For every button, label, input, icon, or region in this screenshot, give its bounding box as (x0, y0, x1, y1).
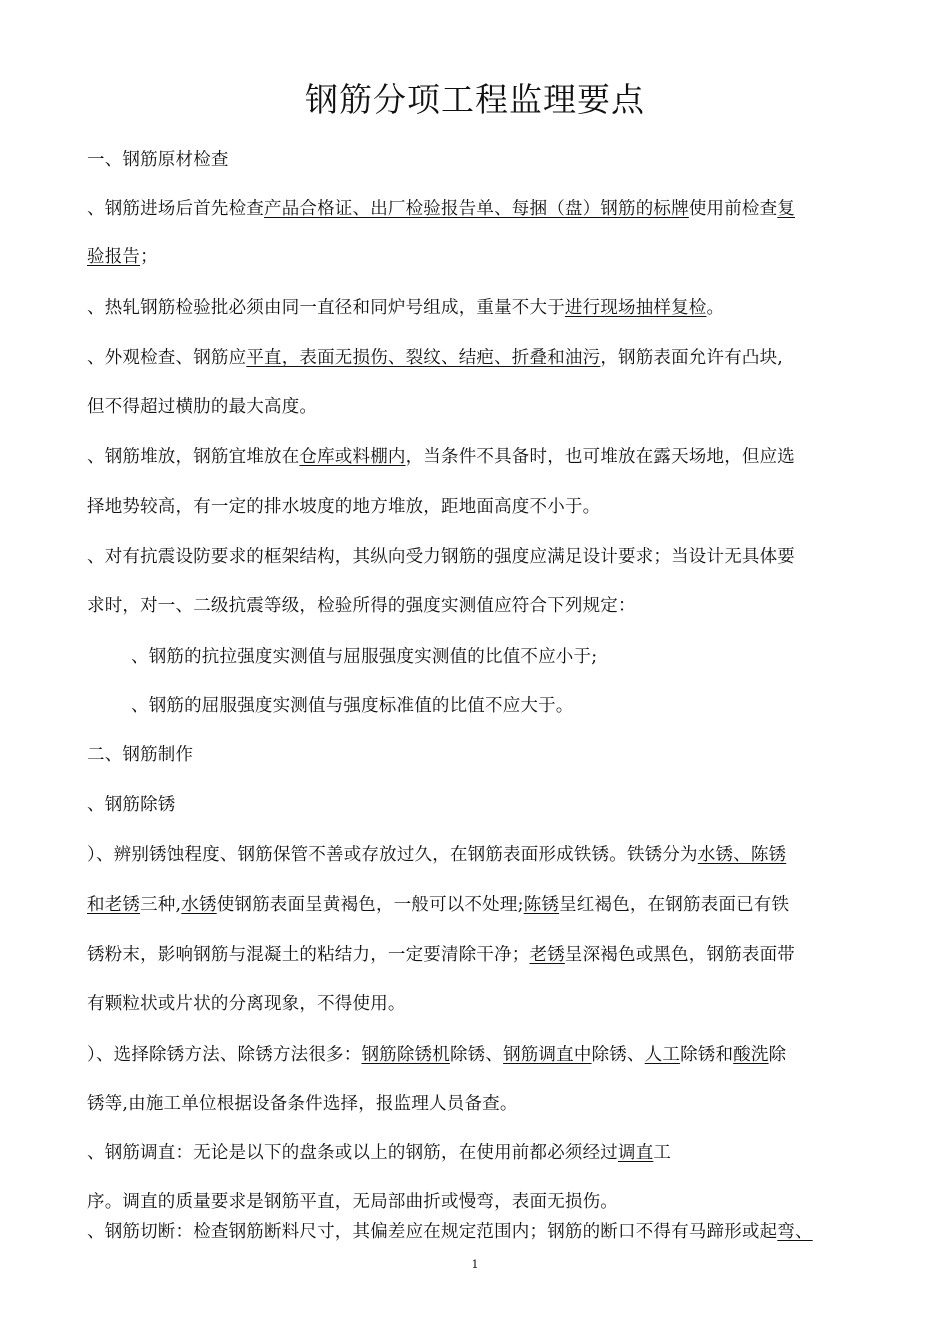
page-number: 1 (471, 1258, 479, 1271)
underlined-text: 陈锈 (523, 895, 560, 915)
text-run: 、钢筋调直：无论是以下的盘条或以上的钢筋，在使用前都必须经过 (87, 1143, 618, 1163)
underlined-text: 水锈 (181, 895, 217, 915)
document-title: 钢筋分项工程监理要点 (305, 80, 645, 119)
text-run: 、热轧钢筋检验批必须由同一直径和同炉号组成，重量不大于 (87, 298, 565, 318)
text-run: ，钢筋表面允许有凸块, (600, 348, 784, 368)
underlined-text: 仓库或料棚内 (299, 447, 406, 467)
underlined-text: 钢筋调直中 (503, 1045, 592, 1065)
text-run: 、钢筋切断：检查钢筋断料尺寸，其偏差应在规定范围内；钢筋的断口不得有马蹄形或起 (87, 1222, 778, 1242)
text-run: ，当条件不具备时，也可堆放在露天场地，但应选 (405, 447, 796, 467)
underlined-text: 调直 (618, 1143, 654, 1163)
paragraph-line (87, 1190, 618, 1214)
text-run: 、钢筋堆放，钢筋宜堆放在 (87, 447, 300, 467)
underlined-text: 酸洗 (733, 1045, 769, 1065)
underlined-text: 人工 (644, 1045, 681, 1065)
text-run: 呈红褐色，在钢筋表面已有铁 (559, 895, 790, 915)
text-run: 除锈、 (591, 1045, 645, 1065)
text-run: 序。调直的质量要求是钢筋平直，无局部曲折或慢弯，表面无损伤。 (87, 1192, 618, 1212)
text-run: 择地势较高，有一定的排水坡度的地方堆放，距地面高度不小于。 (87, 497, 601, 517)
text-run: 锈粉末，影响钢筋与混凝土的粘结力，一定要清除干净； (87, 945, 530, 965)
text-run: 除锈和 (680, 1045, 734, 1065)
text-run: 求时，对一、二级抗震等级，检验所得的强度实测值应符合下列规定： (87, 596, 636, 616)
text-run: 、钢筋的抗拉强度实测值与屈服强度实测值的比值不应小于; (131, 647, 598, 667)
text-run: 、钢筋的屈服强度实测值与强度标准值的比值不应大于。 (131, 696, 574, 716)
text-run: 除锈、 (449, 1045, 504, 1065)
text-run: 三种, (140, 895, 182, 915)
text-run: 一、钢筋原材检查 (87, 150, 229, 170)
underlined-text: 和老锈 (87, 895, 141, 915)
paragraph-line (131, 694, 574, 718)
paragraph-line (87, 1043, 786, 1067)
text-run: 、钢筋进场后首先检查 (87, 199, 264, 219)
text-run: 呈深褐色或黑色，钢筋表面带 (564, 945, 796, 965)
paragraph-line (87, 992, 406, 1016)
text-run: 使钢筋表面呈黄褐色，一般可以不处理; (216, 895, 524, 915)
text-run: 但不得超过横肋的最大高度。 (87, 397, 318, 417)
underlined-text: 钢筋除锈机 (361, 1045, 450, 1065)
text-run: ）、辨别锈蚀程度、钢筋保管不善或存放过久，在钢筋表面形成铁锈。铁锈分为 (87, 845, 698, 865)
paragraph-line (87, 793, 176, 817)
text-run: 有颗粒状或片状的分离现象，不得使用。 (87, 994, 406, 1014)
text-run: 使用前检查 (688, 199, 778, 219)
text-run: 锈等,由施工单位根据设备条件选择，报监理人员备查。 (87, 1094, 518, 1114)
paragraph-line (87, 296, 724, 320)
underlined-text: 水锈、陈锈 (697, 845, 787, 865)
text-run: ； (140, 247, 158, 267)
underlined-text: 弯、 (777, 1222, 813, 1242)
text-run: 除 (768, 1045, 787, 1065)
paragraph-line (87, 893, 789, 917)
underlined-text: 复 (777, 199, 796, 219)
underlined-text: 验报告 (87, 247, 141, 267)
underlined-text: 进行现场抽样复检 (564, 298, 707, 318)
paragraph-line (87, 197, 795, 221)
underlined-text: 老锈 (529, 945, 565, 965)
text-run: 、对有抗震设防要求的框架结构，其纵向受力钢筋的强度应满足设计要求；当设计无具体要 (87, 547, 795, 567)
paragraph-line (87, 1141, 671, 1165)
paragraph-line (87, 495, 600, 519)
text-run: 工 (653, 1143, 672, 1163)
text-run: 、外观检查、钢筋应 (87, 348, 247, 368)
underlined-text: 产品合格证、出厂检验报告单、每捆（盘）钢筋的标牌 (264, 199, 689, 219)
paragraph-line (87, 545, 795, 569)
paragraph-line (87, 346, 783, 370)
paragraph-line (87, 445, 795, 469)
paragraph-line (131, 645, 597, 669)
paragraph-line (87, 1220, 813, 1244)
paragraph-line (87, 245, 158, 269)
text-run: 。 (706, 298, 725, 318)
paragraph-line (87, 843, 786, 867)
text-run: 二、钢筋制作 (87, 745, 194, 765)
text-run: 、钢筋除锈 (87, 795, 176, 815)
paragraph-line (87, 395, 317, 419)
paragraph-line (87, 943, 795, 967)
text-run: ）、选择除锈方法、除锈方法很多： (87, 1045, 362, 1065)
paragraph-line (87, 148, 229, 172)
paragraph-line (87, 594, 636, 618)
paragraph-line (87, 1092, 518, 1116)
paragraph-line (87, 743, 193, 767)
underlined-text: 平直，表面无损伤、裂纹、结疤、折叠和油污 (246, 348, 601, 368)
